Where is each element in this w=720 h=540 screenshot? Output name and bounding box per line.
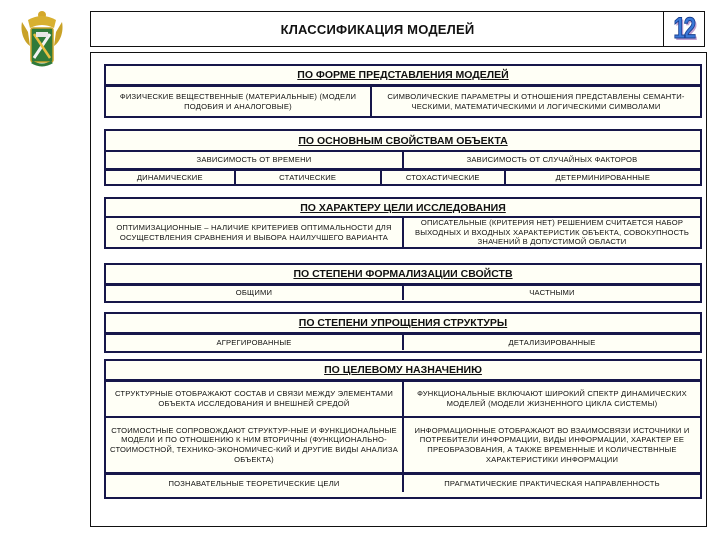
cell-static: СТАТИЧЕСКИЕ [234,171,380,184]
cell-symbolic: СИМВОЛИЧЕСКИЕ ПАРАМЕТРЫ И ОТНОШЕНИЯ ПРЕДСТАВЛЕНЫ СЕМАНТИ-ЧЕСКИМИ, МАТЕМАТИЧЕСКИМИ И ЛОГИЧЕСКИМИ СИМВОЛАМИ [370,87,700,116]
section-purpose [104,359,702,499]
cell-general: ОБЩИМИ [235,288,273,298]
cell-cognitive: ПОЗНАВАТЕЛЬНЫЕ ТЕОРЕТИЧЕСКИЕ ЦЕЛИ [168,478,340,488]
cell-time-dependence: ЗАВИСИМОСТЬ ОТ ВРЕМЕНИ [196,155,312,165]
cell-deterministic: ДЕТЕРМИНИРОВАННЫЕ [504,171,700,184]
cell-pragmatic: ПРАГМАТИЧЕСКИЕ ПРАКТИЧЕСКАЯ НАПРАВЛЕННОСТЬ [402,475,700,492]
cell-dynamic: ДИНАМИЧЕСКИЕ [136,172,203,182]
section-structure-simplification [104,312,702,353]
section-title: ПО СТЕПЕНИ УПРОЩЕНИЯ СТРУКТУРЫ [106,314,700,335]
cell-functional: ФУНКЦИОНАЛЬНЫЕ ВКЛЮЧАЮТ ШИРОКИЙ СПЕКТР ДИНАМИЧЕСКИХ МОДЕЛЕЙ (МОДЕЛИ ЖИЗНЕННОГО ЦИКЛА СИСТЕМЫ) [402,382,700,416]
cell-optimization: ОПТИМИЗАЦИОННЫЕ – НАЛИЧИЕ КРИТЕРИЕВ ОПТИМАЛЬНОСТИ ДЛЯ ОСУЩЕСТВЛЕНИЯ СРАВНЕНИЯ И ВЫБОРА НАИЛУЧШЕГО ВАРИАНТА [116,222,392,242]
cell-particular: ЧАСТНЫМИ [402,286,700,300]
cell-structural: СТРУКТУРНЫЕ ОТОБРАЖАЮТ СОСТАВ И СВЯЗИ МЕЖДУ ЭЛЕМЕНТАМИ ОБЪЕКТА ИССЛЕДОВАНИЯ И ВНЕШНЕЙ СРЕДОЙ [114,389,394,408]
cell-aggregated: АГРЕГИРОВАННЫЕ [216,337,292,347]
coat-of-arms-icon [18,8,66,70]
cell-physical: ФИЗИЧЕСКИЕ ВЕЩЕСТВЕННЫЕ (МАТЕРИАЛЬНЫЕ) (МОДЕЛИ ПОДОБИЯ И АНАЛОГОВЫЕ) [119,91,357,111]
slide-number-box [663,12,704,46]
cell-detailed: ДЕТАЛИЗИРОВАННЫЕ [402,335,700,350]
section-title: ПО ОСНОВНЫМ СВОЙСТВАМ ОБЪЕКТА [106,131,700,152]
cell-descriptive: ОПИСАТЕЛЬНЫЕ (КРИТЕРИЯ НЕТ) РЕШЕНИЕМ СЧИТАЕТСЯ НАБОР ВЫХОДНЫХ И ВХОДНЫХ ХАРАКТЕРИСТИК ОБЪЕКТА, СОВОКУПНОСТЬ ЗНАЧЕНИЙ В ДОПУСТИМОЙ ОБЛАСТИ [402,218,700,247]
section-object-properties [104,129,702,186]
slide-number: 12 [673,12,695,45]
cell-stochastic: СТОХАСТИЧЕСКИЕ [380,171,504,184]
cell-random-factors: ЗАВИСИМОСТЬ ОТ СЛУЧАЙНЫХ ФАКТОРОВ [402,152,700,168]
cell-cost: СТОИМОСТНЫЕ СОПРОВОЖДАЮТ СТРУКТУР-НЫЕ И ФУНКЦИОНАЛЬНЫЕ МОДЕЛИ И ПО ОТНОШЕНИЮ К НИМ ВТОРИЧНЫ (ФУНКЦИОНАЛЬНО-СТОИМОСТНОЙ, ТЕХНИКО-ЭКОНОМИЧЕС-КИЙ И ДРУГИЕ ВИДЫ АНАЛИЗА ОБЪЕКТА) [110,425,398,464]
section-title: ПО СТЕПЕНИ ФОРМАЛИЗАЦИИ СВОЙСТВ [106,265,700,286]
section-form-of-representation [104,64,702,118]
title-bar [90,11,705,47]
section-research-goal [104,197,702,249]
section-title: ПО ФОРМЕ ПРЕДСТАВЛЕНИЯ МОДЕЛЕЙ [106,66,700,87]
page-title: КЛАССИФИКАЦИЯ МОДЕЛЕЙ [280,21,475,37]
cell-informational: ИНФОРМАЦИОННЫЕ ОТОБРАЖАЮТ ВО ВЗАИМОСВЯЗИ ИСТОЧНИКИ И ПОТРЕБИТЕЛИ ИНФОРМАЦИИ, ВИДЫ ИНФОРМАЦИИ, ХАРАКТЕР ЕЕ ПРЕОБРАЗОВАНИЯ, А ТАКЖЕ ВРЕМЕННЫЕ И КОЛИЧЕСТВННЫЕ ХАРАКТЕРИСТИКИ ИНФОРМАЦИИ [402,418,700,472]
section-title: ПО ЦЕЛЕВОМУ НАЗНАЧЕНИЮ [106,361,700,382]
section-title: ПО ХАРАКТЕРУ ЦЕЛИ ИССЛЕДОВАНИЯ [106,199,700,218]
section-formalization [104,263,702,303]
